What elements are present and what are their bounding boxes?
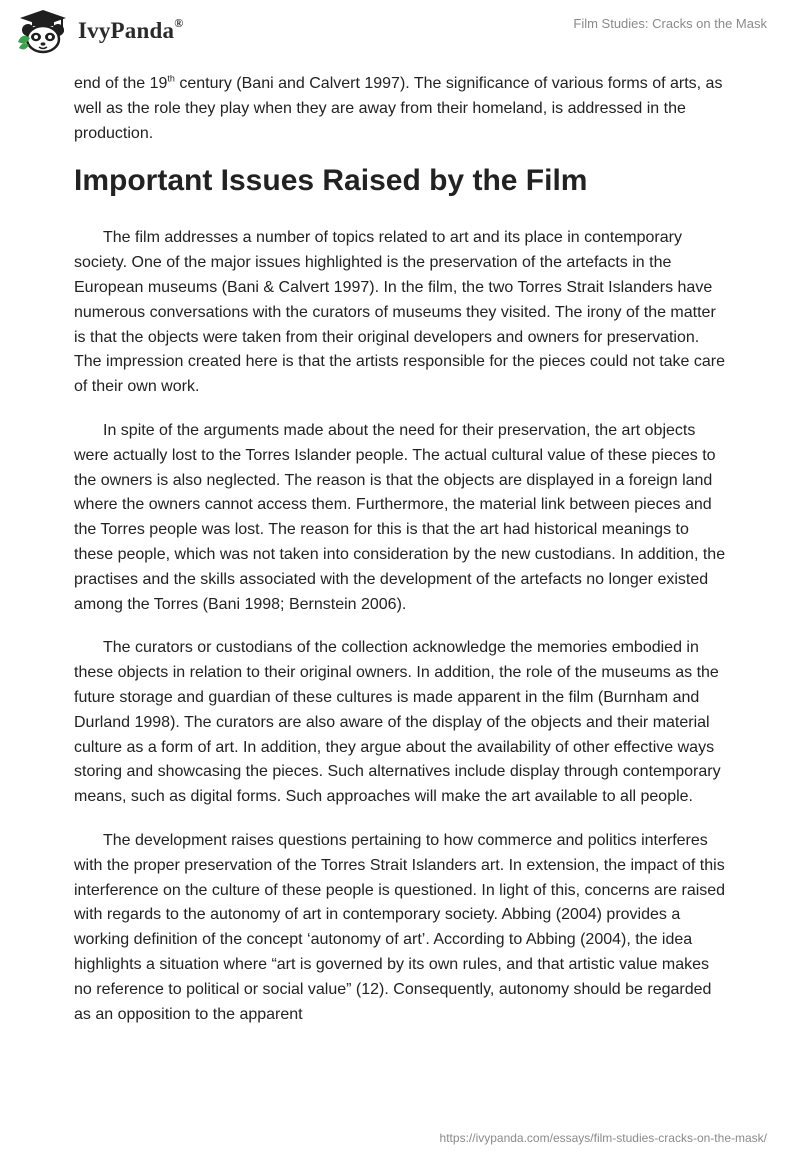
- body-paragraph-1: The film addresses a number of topics related to art and its place in contemporary society. One of the major issues highlighted is the preservation of the artefacts in the European museums (Bani & Calvert 1997). In the film, the two Torres Strait Islanders have numerous conversations with the curators of museums they visited. The irony of the matter is that the objects were taken from their original developers and owners for preservation. The impression created here is that the artists responsible for the pieces could not take care of their own work.: [74, 229, 726, 396]
- body-paragraph-3: The curators or custodians of the collection acknowledge the memories embodied in these objects in relation to their original owners. In addition, the role of the museums as the future storage and guardian of these cultures is made apparent in the film (Burnham and Durland 1998). The curators are also aware of the display of the objects and their material culture as a form of art. In addition, they argue about the availability of other effective ways storing and showcasing the pieces. Such alternatives include display through contemporary means, such as digital forms. Such approaches will make the art available to all people.: [74, 639, 721, 806]
- panda-graduate-icon: [14, 8, 72, 54]
- ivypanda-logo[interactable]: [14, 8, 183, 54]
- ordinal-suffix: th: [167, 73, 175, 84]
- essay-content: [74, 72, 726, 1046]
- page-header: [0, 0, 800, 70]
- body-paragraph-2: In spite of the arguments made about the need for their preservation, the art objects were actually lost to the Torres Islander people. The actual cultural value of these pieces to the owners is also neglected. The reason is that the objects are displayed in a foreign land where the owners cannot access them. Furthermore, the material link between pieces and the Torres people was lost. The reason for this is that the art had historical meanings to these people, which was not taken into consideration by the new custodians. In addition, the practises and the skills associated with the development of the artefacts no longer existed among the Torres (Bani 1998; Bernstein 2006).: [74, 421, 726, 613]
- intro-paragraph: end of the 19th century (Bani and Calvert 1997). The significance of various forms of arts, as well as the role they play when they are away from their homeland, is addressed in the production.: [74, 73, 723, 142]
- registered-mark: ®: [174, 16, 184, 31]
- document-title: Film Studies: Cracks on the Mask: [573, 16, 767, 31]
- source-url[interactable]: https://ivypanda.com/essays/film-studies-cracks-on-the-mask/: [439, 1131, 767, 1145]
- body-paragraph-4: The development raises questions pertaining to how commerce and politics interferes with the proper preservation of the Torres Strait Islanders art. In extension, the impact of this interference on the culture of these people is questioned. In light of this, concerns are raised with regards to the autonomy of art in contemporary society. Abbing (2004) provides a working definition of the concept ‘autonomy of art’. According to Abbing (2004), the idea highlights a situation where “art is governed by its own rules, and that artistic value makes no reference to political or social value” (12). Consequently, autonomy should be regarded as an opposition to the apparent: [74, 831, 726, 1023]
- section-heading: Important Issues Raised by the Film: [74, 164, 588, 198]
- logo-text: IvyPanda®: [78, 16, 184, 43]
